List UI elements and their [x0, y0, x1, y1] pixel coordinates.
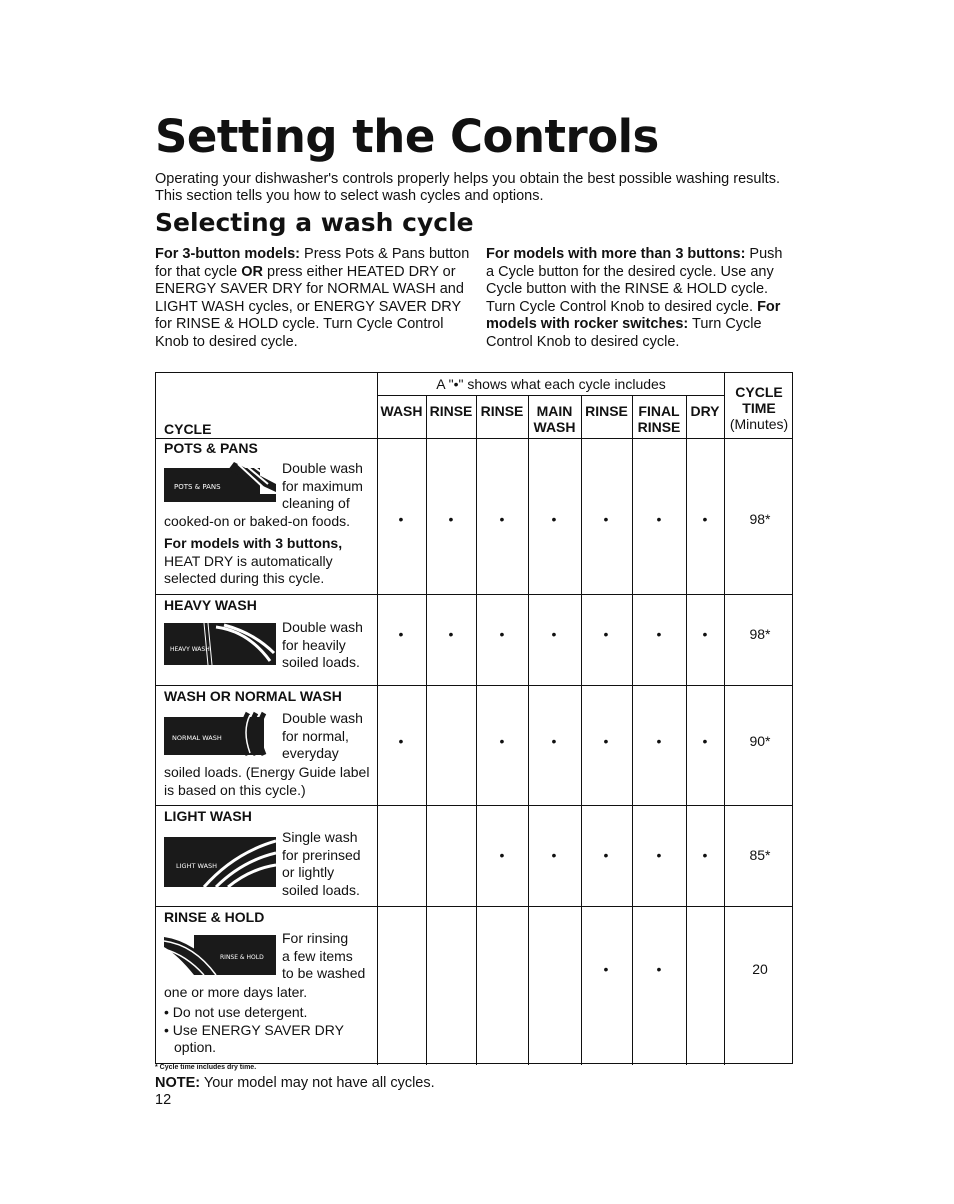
cycle-time-value: 90*: [749, 733, 771, 749]
col-main-wash-header: MAIN WASH: [533, 403, 576, 435]
light-wash-icon: [164, 833, 276, 889]
page-number: 12: [155, 1092, 172, 1108]
instructions-more-buttons: For models with more than 3 buttons: Push a Cycle button for the desired cycle. Use any Cycle button with the RINSE & HOLD cycle. Turn Cycle Control Knob to desired cycle. For models with rocker switches: Turn Cycle Control Knob to desired cycle.: [486, 246, 783, 350]
cycle-table: [155, 372, 793, 1064]
cycle-dot: •: [702, 626, 708, 642]
cycle-dot: •: [656, 733, 662, 749]
cycle-dot: •: [551, 626, 557, 642]
cycle-column-header: CYCLE: [164, 421, 212, 437]
cycle-dot: •: [603, 961, 609, 977]
cycle-dot: •: [398, 733, 404, 749]
row-pots-pans-extra: For models with 3 buttons, HEAT DRY is automatically selected during this cycle.: [164, 535, 343, 586]
page-title: Setting the Controls: [155, 110, 659, 163]
instructions-3-button: For 3-button models: Press Pots & Pans button for that cycle OR press either HEATED DRY or ENERGY SAVER DRY for NORMAL WASH and LIGHT WASH cycles, or ENERGY SAVER DRY for RINSE & HOLD cycle. Turn Cycle Control Knob to desired cycle.: [155, 246, 470, 350]
cycle-dot: •: [702, 847, 708, 863]
heavy-wash-icon: [164, 621, 276, 667]
note: NOTE: Your model may not have all cycles.: [155, 1075, 435, 1091]
pots-pans-icon: [164, 462, 276, 508]
table-header-note: A "•" shows what each cycle includes: [436, 376, 666, 392]
cycle-dot: •: [656, 626, 662, 642]
cycle-dot: •: [499, 733, 505, 749]
row-normal-wash-desc: Double wash for normal, everyday: [282, 710, 363, 761]
col-final-rinse-header: FINAL RINSE: [637, 403, 681, 435]
svg-text:NORMAL WASH: NORMAL WASH: [172, 734, 222, 742]
col-wash-header: WASH: [380, 403, 423, 419]
col-rinse-2-header: RINSE: [480, 403, 524, 419]
normal-wash-icon: [164, 711, 276, 757]
cycle-dot: •: [656, 847, 662, 863]
row-pots-pans-desc: Double wash for maximum cleaning of: [282, 460, 363, 511]
cycle-dot: •: [499, 626, 505, 642]
row-rinse-hold-bullets: • Do not use detergent. • Use ENERGY SAVER DRY option.: [164, 1004, 344, 1055]
row-pots-pans-desc-rest: cooked-on or baked-on foods.: [164, 513, 351, 529]
cycle-dot: •: [603, 733, 609, 749]
cycle-dot: •: [398, 511, 404, 527]
cycle-dot: •: [448, 626, 454, 642]
cycle-dot: •: [551, 511, 557, 527]
cycle-time-footnote: * Cycle time includes dry time.: [155, 1064, 257, 1071]
col-cycle-time-header: CYCLE TIME (Minutes): [729, 384, 789, 432]
svg-text:LIGHT WASH: LIGHT WASH: [176, 862, 218, 870]
svg-text:HEAVY WASH: HEAVY WASH: [170, 646, 210, 653]
col-rinse-3-header: RINSE: [585, 403, 628, 419]
cycle-dot: •: [448, 511, 454, 527]
col-dry-header: DRY: [690, 403, 720, 419]
svg-text:POTS & PANS: POTS & PANS: [174, 483, 221, 491]
cycle-dot: •: [702, 733, 708, 749]
cycle-dot: •: [702, 511, 708, 527]
row-pots-pans-title: POTS & PANS: [164, 440, 258, 456]
cycle-dot: •: [499, 511, 505, 527]
row-heavy-wash-title: HEAVY WASH: [164, 597, 257, 613]
row-rinse-hold-desc: For rinsing a few items to be washed: [282, 930, 366, 981]
cycle-dot: •: [551, 847, 557, 863]
cycle-dot: •: [398, 626, 404, 642]
row-heavy-wash-desc: Double wash for heavily soiled loads.: [282, 619, 363, 670]
cycle-dot: •: [656, 511, 662, 527]
cycle-time-value: 98*: [749, 626, 771, 642]
cycle-dot: •: [603, 626, 609, 642]
cycle-time-value: 85*: [749, 847, 771, 863]
cycle-dot: •: [603, 847, 609, 863]
col-rinse-1-header: RINSE: [429, 403, 473, 419]
cycle-time-value: 20: [752, 961, 768, 977]
cycle-time-value: 98*: [749, 511, 771, 527]
section-title: Selecting a wash cycle: [155, 208, 474, 237]
row-light-wash-title: LIGHT WASH: [164, 808, 252, 824]
row-rinse-hold-title: RINSE & HOLD: [164, 909, 265, 925]
row-normal-wash-desc-rest: soiled loads. (Energy Guide label is based on this cycle.): [164, 764, 370, 798]
cycle-dot: •: [656, 961, 662, 977]
cycle-dot: •: [551, 733, 557, 749]
rinse-hold-icon: [164, 931, 276, 977]
cycle-dot: •: [499, 847, 505, 863]
row-normal-wash-title: WASH OR NORMAL WASH: [164, 688, 342, 704]
row-light-wash-desc: Single wash for prerinsed or lightly soiled loads.: [282, 829, 361, 898]
svg-text:RINSE & HOLD: RINSE & HOLD: [220, 954, 264, 961]
row-rinse-hold-desc-rest: one or more days later.: [164, 984, 308, 1000]
intro-paragraph: Operating your dishwasher's controls properly helps you obtain the best possible washing results. This section tells you how to select wash cycles and options.: [155, 171, 780, 204]
cycle-dot: •: [603, 511, 609, 527]
